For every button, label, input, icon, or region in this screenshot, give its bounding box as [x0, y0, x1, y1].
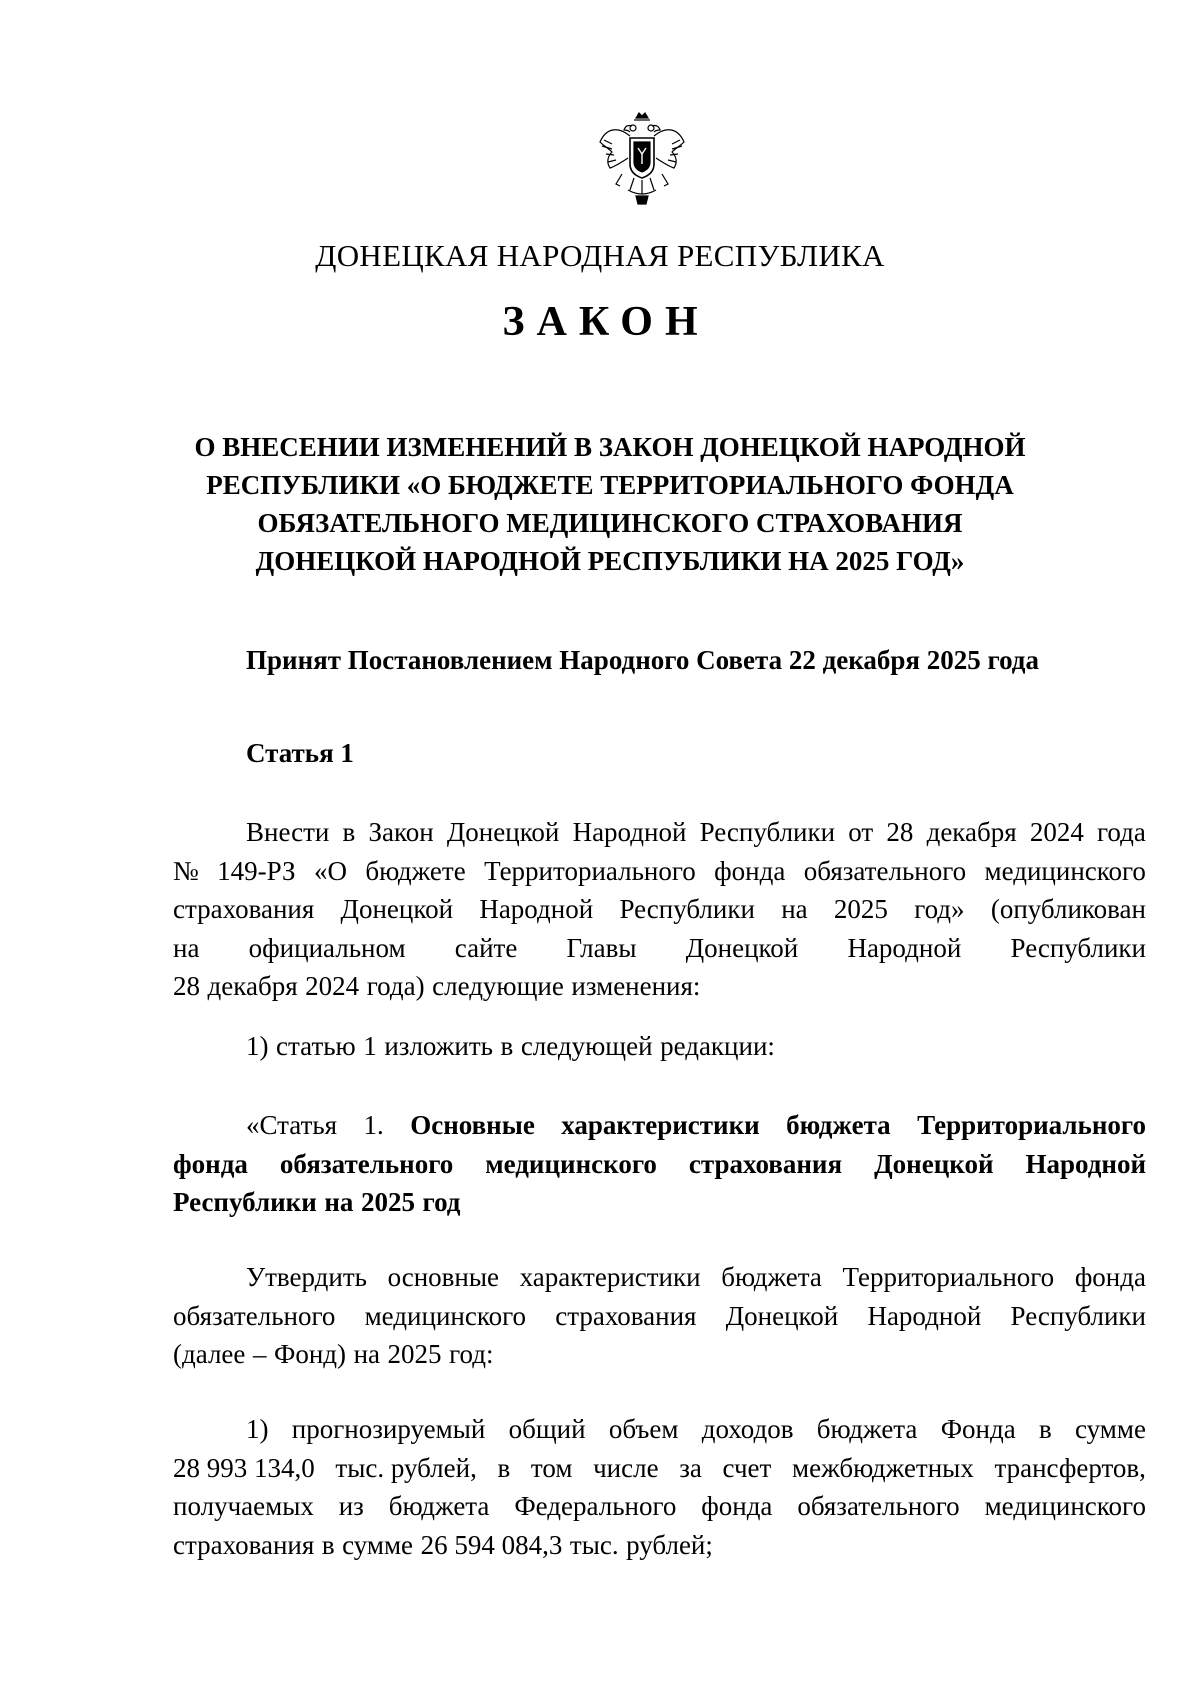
- paragraph-amendment-intro: [173, 813, 1146, 1006]
- word: 2024: [305, 971, 360, 1001]
- word: редакции:: [660, 1031, 775, 1061]
- word: бюджета: [721, 1262, 822, 1292]
- word: 1): [246, 1031, 269, 1061]
- text-line: [173, 1410, 1146, 1449]
- word: тыс.: [569, 1529, 619, 1560]
- text-line: [173, 967, 1146, 1006]
- word: на: [173, 932, 200, 963]
- word: в: [342, 817, 356, 847]
- word: сумме: [1075, 1414, 1146, 1444]
- word: №: [173, 855, 199, 886]
- word: год»: [914, 894, 965, 924]
- word: год: [422, 1187, 461, 1217]
- word: 28 993 134,0: [173, 1452, 315, 1483]
- word: сумме: [342, 1529, 414, 1560]
- text-line: [173, 1526, 1146, 1565]
- word: 1.: [363, 1110, 384, 1140]
- paragraph-new-article-heading: [173, 1106, 1146, 1222]
- word: изменения:: [571, 971, 701, 1001]
- word: Фонда: [940, 1414, 1016, 1444]
- word: года): [366, 971, 425, 1001]
- word: доходов: [701, 1414, 794, 1444]
- text-line: [173, 1106, 1146, 1145]
- word: фонда: [1074, 1262, 1146, 1292]
- word: Главы: [566, 932, 637, 963]
- word: (далее: [173, 1339, 246, 1369]
- word: бюджета: [816, 1414, 918, 1444]
- word: фонда: [173, 1148, 248, 1179]
- word: Донецкой: [725, 1300, 839, 1331]
- word: медицинского: [984, 1491, 1146, 1521]
- word: страхования: [688, 1148, 843, 1179]
- word: на: [781, 894, 808, 924]
- word: числе: [593, 1452, 659, 1483]
- word: в: [321, 1529, 335, 1560]
- paragraph-item-1: [173, 1027, 1146, 1066]
- word: фонда: [714, 855, 786, 886]
- word: Утвердить: [246, 1262, 367, 1292]
- word: Республики: [619, 894, 755, 924]
- word: Народной: [572, 817, 687, 847]
- paragraph-approve: [173, 1258, 1146, 1374]
- word: объем: [608, 1414, 679, 1444]
- law-title-line: О ВНЕСЕНИИ ИЗМЕНЕНИЙ В ЗАКОН ДОНЕЦКОЙ НАРОДНОЙ: [194, 432, 1026, 462]
- word: следующей: [520, 1031, 653, 1061]
- document-type: ЗАКОН: [502, 299, 710, 345]
- law-title-line: ОБЯЗАТЕЛЬНОГО МЕДИЦИНСКОГО СТРАХОВАНИЯ: [257, 508, 963, 538]
- word: Федерального: [514, 1491, 677, 1521]
- word: статью: [276, 1031, 356, 1061]
- word: Народной: [479, 894, 594, 924]
- word: медицинского: [984, 855, 1146, 886]
- word: том: [530, 1452, 573, 1483]
- word: обязательного: [173, 1300, 336, 1331]
- word: от: [848, 817, 874, 847]
- word: в: [1039, 1414, 1052, 1444]
- adoption-note: Принят Постановлением Народного Совета 22 декабря 2025 года: [246, 645, 1039, 675]
- word: (опубликован: [990, 894, 1146, 924]
- text-line: [173, 1258, 1146, 1297]
- word: прогнозируемый: [291, 1414, 486, 1444]
- word: 2025: [833, 894, 888, 924]
- text-line: [173, 852, 1146, 891]
- word: год:: [449, 1339, 494, 1369]
- word: Народной: [1025, 1148, 1146, 1179]
- word: из: [338, 1491, 364, 1521]
- text-line: [173, 1183, 1146, 1222]
- word: –: [252, 1339, 267, 1369]
- word: изложить: [384, 1031, 493, 1061]
- text-line: [173, 813, 1146, 852]
- word: сайте: [454, 932, 518, 963]
- word: трансфертов,: [994, 1452, 1146, 1483]
- text-line: [173, 1487, 1146, 1526]
- word: Донецкой: [685, 932, 799, 963]
- word: медицинского: [485, 1148, 657, 1179]
- word: страхования: [555, 1300, 697, 1331]
- word: характеристики: [561, 1110, 760, 1140]
- word: фонда: [701, 1491, 773, 1521]
- word: Республики: [1010, 1300, 1146, 1331]
- word: 2025: [387, 1339, 442, 1369]
- word: на: [324, 1187, 354, 1217]
- word: Территориального: [842, 1262, 1055, 1292]
- word: на: [353, 1339, 380, 1369]
- word: характеристики: [519, 1262, 701, 1292]
- word: 26 594 084,3: [420, 1529, 563, 1560]
- word: Основные: [410, 1110, 535, 1140]
- word: 28: [173, 971, 200, 1001]
- word: Внести: [246, 817, 330, 847]
- paragraph-revenue: [173, 1410, 1146, 1564]
- law-title-line: ДОНЕЦКОЙ НАРОДНОЙ РЕСПУБЛИКИ НА 2025 ГОД»: [255, 546, 965, 576]
- text-line: [173, 1027, 1146, 1066]
- word: Донецкой: [874, 1148, 994, 1179]
- word: тыс. рублей,: [335, 1452, 477, 1483]
- word: Республики: [699, 817, 836, 847]
- word: получаемых: [173, 1491, 314, 1521]
- word: 1: [363, 1031, 377, 1061]
- word: Закон: [368, 817, 434, 847]
- word: обязательного: [797, 1491, 960, 1521]
- word: Фонд): [274, 1339, 347, 1369]
- word: Территориального: [484, 855, 696, 886]
- word: Территориального: [917, 1110, 1146, 1140]
- word: за: [679, 1452, 702, 1483]
- word: в: [497, 1452, 511, 1483]
- word: «О: [313, 855, 347, 886]
- word: межбюджетных: [792, 1452, 974, 1483]
- word: бюджета: [786, 1110, 891, 1140]
- word: обязательного: [803, 855, 967, 886]
- word: 28: [886, 817, 914, 847]
- word: бюджета: [388, 1491, 490, 1521]
- word: Республики: [1010, 932, 1146, 963]
- word: 149-РЗ: [217, 855, 296, 886]
- word: рублей;: [626, 1529, 713, 1560]
- word: официальном: [248, 932, 406, 963]
- word: «Статья: [246, 1110, 338, 1140]
- word: счет: [722, 1452, 772, 1483]
- law-title-line: РЕСПУБЛИКИ «О БЮДЖЕТЕ ТЕРРИТОРИАЛЬНОГО ФОНДА: [206, 470, 1014, 500]
- text-line: [173, 1145, 1146, 1184]
- article-heading: Статья 1: [246, 738, 354, 768]
- text-line: [173, 929, 1146, 968]
- word: в: [500, 1031, 514, 1061]
- word: следующие: [432, 971, 564, 1001]
- word: страхования: [173, 1529, 315, 1560]
- word: бюджете: [365, 855, 466, 886]
- word: декабря: [926, 817, 1017, 847]
- word: года: [1097, 817, 1146, 847]
- word: декабря: [207, 971, 298, 1001]
- word: Народной: [847, 932, 962, 963]
- word: медицинского: [364, 1300, 526, 1331]
- text-line: [173, 890, 1146, 929]
- word: основные: [387, 1262, 500, 1292]
- word: Донецкой: [340, 894, 454, 924]
- word: страхования: [173, 894, 315, 924]
- word: общий: [508, 1414, 586, 1444]
- text-line: [173, 1335, 1146, 1374]
- republic-name: ДОНЕЦКАЯ НАРОДНАЯ РЕСПУБЛИКА: [315, 238, 885, 273]
- word: Донецкой: [446, 817, 560, 847]
- eagle-coat-of-arms-icon: [598, 112, 686, 212]
- word: 2025: [360, 1187, 415, 1217]
- word: Народной: [867, 1300, 982, 1331]
- word: обязательного: [279, 1148, 454, 1179]
- word: 1): [246, 1414, 269, 1444]
- word: 2024: [1029, 817, 1084, 847]
- law-title: [180, 428, 1040, 580]
- word: Республики: [173, 1187, 317, 1217]
- text-line: [173, 1297, 1146, 1336]
- text-line: [173, 1449, 1146, 1488]
